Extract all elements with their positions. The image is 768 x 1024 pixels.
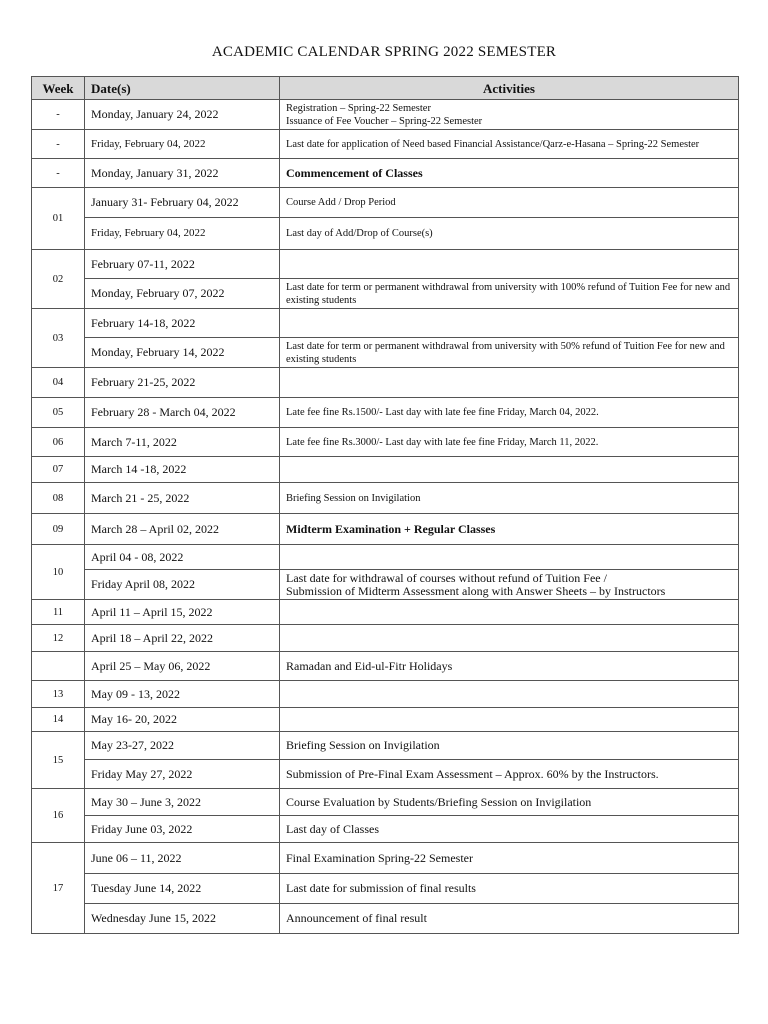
date-cell: April 11 – April 15, 2022 xyxy=(85,600,280,625)
week-cell: 08 xyxy=(32,483,85,514)
table-row xyxy=(32,816,739,843)
table-row xyxy=(32,457,739,483)
activity-cell: Submission of Pre-Final Exam Assessment – Approx. 60% by the Instructors. xyxy=(280,760,739,789)
week-cell: 02 xyxy=(32,250,85,309)
date-cell: Monday, January 31, 2022 xyxy=(85,159,280,188)
date-cell: February 28 - March 04, 2022 xyxy=(85,398,280,428)
table-row xyxy=(32,250,739,279)
week-cell: 01 xyxy=(32,188,85,250)
week-cell: 11 xyxy=(32,600,85,625)
week-cell: 05 xyxy=(32,398,85,428)
activity-cell xyxy=(280,309,739,338)
table-row xyxy=(32,570,739,600)
activity-cell: Last day of Add/Drop of Course(s) xyxy=(280,218,739,250)
week-cell: 06 xyxy=(32,428,85,457)
week-cell: 13 xyxy=(32,681,85,708)
activity-cell xyxy=(280,600,739,625)
activity-cell: Last date for term or permanent withdrawal from university with 100% refund of Tuition Fee for new and existing students xyxy=(280,279,739,309)
week-cell: 07 xyxy=(32,457,85,483)
table-row xyxy=(32,309,739,338)
table-row xyxy=(32,514,739,545)
activity-cell: Late fee fine Rs.1500/- Last day with late fee fine Friday, March 04, 2022. xyxy=(280,398,739,428)
activity-cell: Commencement of Classes xyxy=(280,159,739,188)
week-cell: 12 xyxy=(32,625,85,652)
date-cell: Monday, February 07, 2022 xyxy=(85,279,280,309)
table-row xyxy=(32,904,739,934)
activity-cell: Briefing Session on Invigilation xyxy=(280,483,739,514)
week-cell: - xyxy=(32,130,85,159)
activity-line: Last date for withdrawal of courses without refund of Tuition Fee / xyxy=(286,570,607,585)
activity-cell: Ramadan and Eid-ul-Fitr Holidays xyxy=(280,652,739,681)
table-row xyxy=(32,652,739,681)
week-cell: 15 xyxy=(32,732,85,789)
table-row xyxy=(32,398,739,428)
date-cell: Friday, February 04, 2022 xyxy=(85,130,280,159)
activity-cell: Late fee fine Rs.3000/- Last day with late fee fine Friday, March 11, 2022. xyxy=(280,428,739,457)
activity-cell xyxy=(280,545,739,570)
table-row xyxy=(32,760,739,789)
week-cell: 09 xyxy=(32,514,85,545)
date-cell: February 21-25, 2022 xyxy=(85,368,280,398)
date-cell: May 30 – June 3, 2022 xyxy=(85,789,280,816)
date-cell: Monday, February 14, 2022 xyxy=(85,338,280,368)
date-cell: March 7-11, 2022 xyxy=(85,428,280,457)
date-cell: Tuesday June 14, 2022 xyxy=(85,874,280,904)
date-cell: March 21 - 25, 2022 xyxy=(85,483,280,514)
date-cell: June 06 – 11, 2022 xyxy=(85,843,280,874)
activity-cell: Final Examination Spring-22 Semester xyxy=(280,843,739,874)
activity-line: Submission of Midterm Assessment along with Answer Sheets – by Instructors xyxy=(286,583,666,598)
date-cell: January 31- February 04, 2022 xyxy=(85,188,280,218)
table-row xyxy=(32,130,739,159)
activity-cell xyxy=(280,368,739,398)
table-row xyxy=(32,279,739,309)
date-cell: March 14 -18, 2022 xyxy=(85,457,280,483)
week-cell: 03 xyxy=(32,309,85,368)
table-row xyxy=(32,625,739,652)
activity-cell xyxy=(280,681,739,708)
date-cell: May 16- 20, 2022 xyxy=(85,708,280,732)
date-cell: Friday May 27, 2022 xyxy=(85,760,280,789)
date-cell: Friday April 08, 2022 xyxy=(85,570,280,600)
document-title: ACADEMIC CALENDAR SPRING 2022 SEMESTER xyxy=(211,44,557,60)
activity-cell: Last date for submission of final results xyxy=(280,874,739,904)
activity-cell: Last date for application of Need based Financial Assistance/Qarz-e-Hasana – Spring-22 Semester xyxy=(280,130,739,159)
date-cell: April 18 – April 22, 2022 xyxy=(85,625,280,652)
activity-cell xyxy=(280,100,739,130)
activity-cell xyxy=(280,457,739,483)
date-cell: May 09 - 13, 2022 xyxy=(85,681,280,708)
week-cell: 14 xyxy=(32,708,85,732)
date-cell: Friday, February 04, 2022 xyxy=(85,218,280,250)
table-row xyxy=(32,159,739,188)
date-cell: Monday, January 24, 2022 xyxy=(85,100,280,130)
week-cell: 16 xyxy=(32,789,85,843)
activity-cell xyxy=(280,570,739,600)
date-cell: April 04 - 08, 2022 xyxy=(85,545,280,570)
week-cell: - xyxy=(32,100,85,130)
activity-cell xyxy=(280,625,739,652)
week-cell: - xyxy=(32,159,85,188)
table-row xyxy=(32,188,739,218)
table-header-row xyxy=(32,77,739,100)
table-row xyxy=(32,368,739,398)
table-row xyxy=(32,338,739,368)
activity-cell xyxy=(280,250,739,279)
activity-cell: Midterm Examination + Regular Classes xyxy=(280,514,739,545)
week-column-header: Week xyxy=(32,77,85,100)
date-cell: May 23-27, 2022 xyxy=(85,732,280,760)
table-row xyxy=(32,789,739,816)
table-row xyxy=(32,732,739,760)
activities-column-header: Activities xyxy=(280,77,739,100)
week-cell: 17 xyxy=(32,843,85,934)
date-cell: Friday June 03, 2022 xyxy=(85,816,280,843)
table-row xyxy=(32,874,739,904)
table-row xyxy=(32,681,739,708)
table-row xyxy=(32,545,739,570)
table-row xyxy=(32,100,739,130)
table-row xyxy=(32,708,739,732)
academic-calendar-table xyxy=(31,76,739,934)
date-cell: February 14-18, 2022 xyxy=(85,309,280,338)
date-cell: Wednesday June 15, 2022 xyxy=(85,904,280,934)
activity-cell: Announcement of final result xyxy=(280,904,739,934)
activity-cell: Course Evaluation by Students/Briefing Session on Invigilation xyxy=(280,789,739,816)
date-cell: April 25 – May 06, 2022 xyxy=(85,652,280,681)
week-cell: 10 xyxy=(32,545,85,600)
table-row xyxy=(32,600,739,625)
table-row xyxy=(32,843,739,874)
activity-cell: Course Add / Drop Period xyxy=(280,188,739,218)
week-cell: 04 xyxy=(32,368,85,398)
activity-line: Registration – Spring-22 Semester xyxy=(286,102,431,114)
activity-cell xyxy=(280,708,739,732)
dates-column-header: Date(s) xyxy=(85,77,280,100)
activity-line: Issuance of Fee Voucher – Spring-22 Semester xyxy=(286,115,483,127)
table-row xyxy=(32,218,739,250)
table-row xyxy=(32,483,739,514)
activity-cell: Briefing Session on Invigilation xyxy=(280,732,739,760)
week-cell xyxy=(32,652,85,681)
activity-cell: Last day of Classes xyxy=(280,816,739,843)
table-row xyxy=(32,428,739,457)
date-cell: February 07-11, 2022 xyxy=(85,250,280,279)
date-cell: March 28 – April 02, 2022 xyxy=(85,514,280,545)
activity-cell: Last date for term or permanent withdrawal from university with 50% refund of Tuition Fee for new and existing students xyxy=(280,338,739,368)
